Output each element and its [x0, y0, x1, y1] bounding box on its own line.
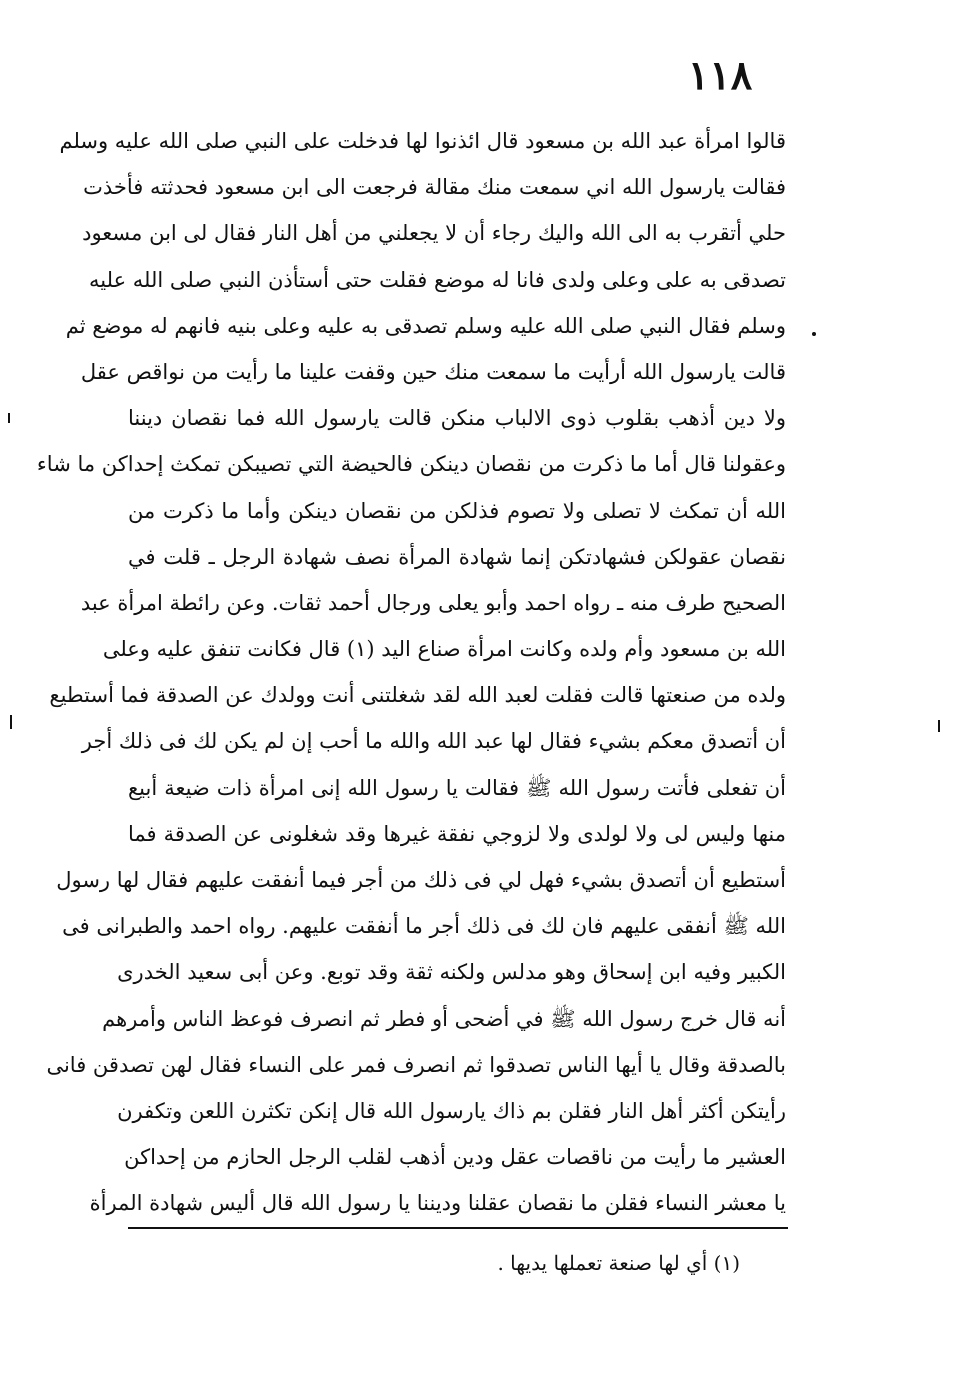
text-line: الكبير وفيه ابن إسحاق وهو مدلس ولكنه ثقة وقد توبع. وعن أبى سعيد الخدرى	[117, 960, 786, 985]
text-line: وسلم فقال النبي صلى الله عليه وسلم تصدقى به عليه وعلى بنيه فانهم له موضع ثم	[65, 313, 786, 338]
text-line: نقصان عقولكن فشهادتكن إنما شهادة المرأة نصف شهادة الرجل ـ قلت في	[128, 544, 786, 569]
scan-artifact	[938, 720, 940, 732]
text-line: فقالت يارسول الله اني سمعت منك مقالة فرجعت الى ابن مسعود فحدثته فأخذت	[83, 175, 786, 200]
text-line: الصحيح طرف منه ـ رواه احمد وأبو يعلى ورجال أحمد ثقات. وعن رائطة امرأة عبد	[80, 590, 786, 615]
text-line: الله ﷺ أنفقى عليهم فان لك فى ذلك أجر ما أنفقت عليهم. رواه احمد والطبرانى فى	[62, 914, 786, 939]
text-line: الله بن مسعود وأم ولده وكانت امرأة صناع اليد (١) قال فكانت تنفق عليه وعلى	[102, 637, 786, 662]
text-line: يا معشر النساء فقلن ما نقصان عقلنا وديننا يا رسول الله قال أليس شهادة المرأة	[89, 1191, 786, 1216]
text-line: أنه قال خرج رسول الله ﷺ في أضحى أو فطر ثم انصرف فوعظ الناس وأمرهم	[102, 1006, 786, 1031]
scan-artifact	[10, 715, 12, 729]
text-line: الله أن تمكث لا تصلى ولا تصوم فذلكن من نقصان دينكن وأما ما ذكرت من	[128, 498, 786, 523]
text-line: وعقولنا قال أما ما ذكرت من نقصان دينكن فالحيضة التي تصيبكن تمكث إحداكن ما شاء	[36, 452, 786, 477]
footnote: (١) أي لها صنعة تعملها يديها .	[497, 1251, 740, 1275]
text-line: تصدقى به على وعلى ولدى فانا له موضع فقلت حتى أستأذن النبي صلى الله عليه	[89, 267, 786, 292]
text-line: منها وليس لى ولا لولدى ولا لزوجي نفقة غيرها وقد شغلونى عن الصدقة فما	[128, 821, 786, 846]
scan-artifact	[8, 413, 10, 423]
scan-artifact	[812, 332, 816, 336]
text-line: ولا دين أذهب بقلوب ذوى الالباب منكن قالت يارسول الله فما نقصان ديننا	[128, 406, 786, 431]
text-line: رأيتكن أكثر أهل النار فقلن بم ذاك يارسول الله قال إنكن تكثرن اللعن وتكفرن	[117, 1098, 786, 1123]
main-text	[36, 118, 786, 1227]
footnote-divider	[128, 1227, 788, 1232]
text-line: أن تفعلى فأتت رسول الله ﷺ فقالت يا رسول الله إنى امرأة ذات ضيعة أبيع	[128, 775, 786, 800]
text-line: أستطيع أن أتصدق بشيء فهل لي فى ذلك من أجر فيما أنفقت عليهم فقال لها رسول	[56, 868, 786, 892]
text-line: ولده من صنعتها قالت فقلت لعبد الله لقد شغلتنى أنت وولدك عن الصدقة فما أستطيع	[49, 683, 786, 708]
text-line: حلي أتقرب به الى الله واليك رجاء أن لا يجعلني من أهل النار فقال لى ابن مسعود	[82, 221, 786, 246]
text-line: العشير ما رأيت من ناقصات عقل ودين أذهب لقلب الرجل الحازم من إحداكن	[124, 1145, 786, 1170]
text-line: أن أتصدق معكم بشيء فقال لها عبد الله والله ما أحب إن لم يكن لك فى ذلك أجر	[81, 729, 786, 754]
page-number: ١١٨	[687, 52, 753, 99]
text-line: قالوا امرأة عبد الله بن مسعود قال ائذنوا لها فدخلت على النبي صلى الله عليه وسلم	[59, 129, 786, 153]
text-line: قالت يارسول الله أرأيت ما سمعت منك حين وقفت علينا ما رأيت من نواقص عقل	[80, 359, 786, 384]
text-line: بالصدقة وقال يا أيها الناس تصدقوا ثم انصرف فمر على النساء فقال لهن تصدقن فانى	[46, 1052, 786, 1077]
